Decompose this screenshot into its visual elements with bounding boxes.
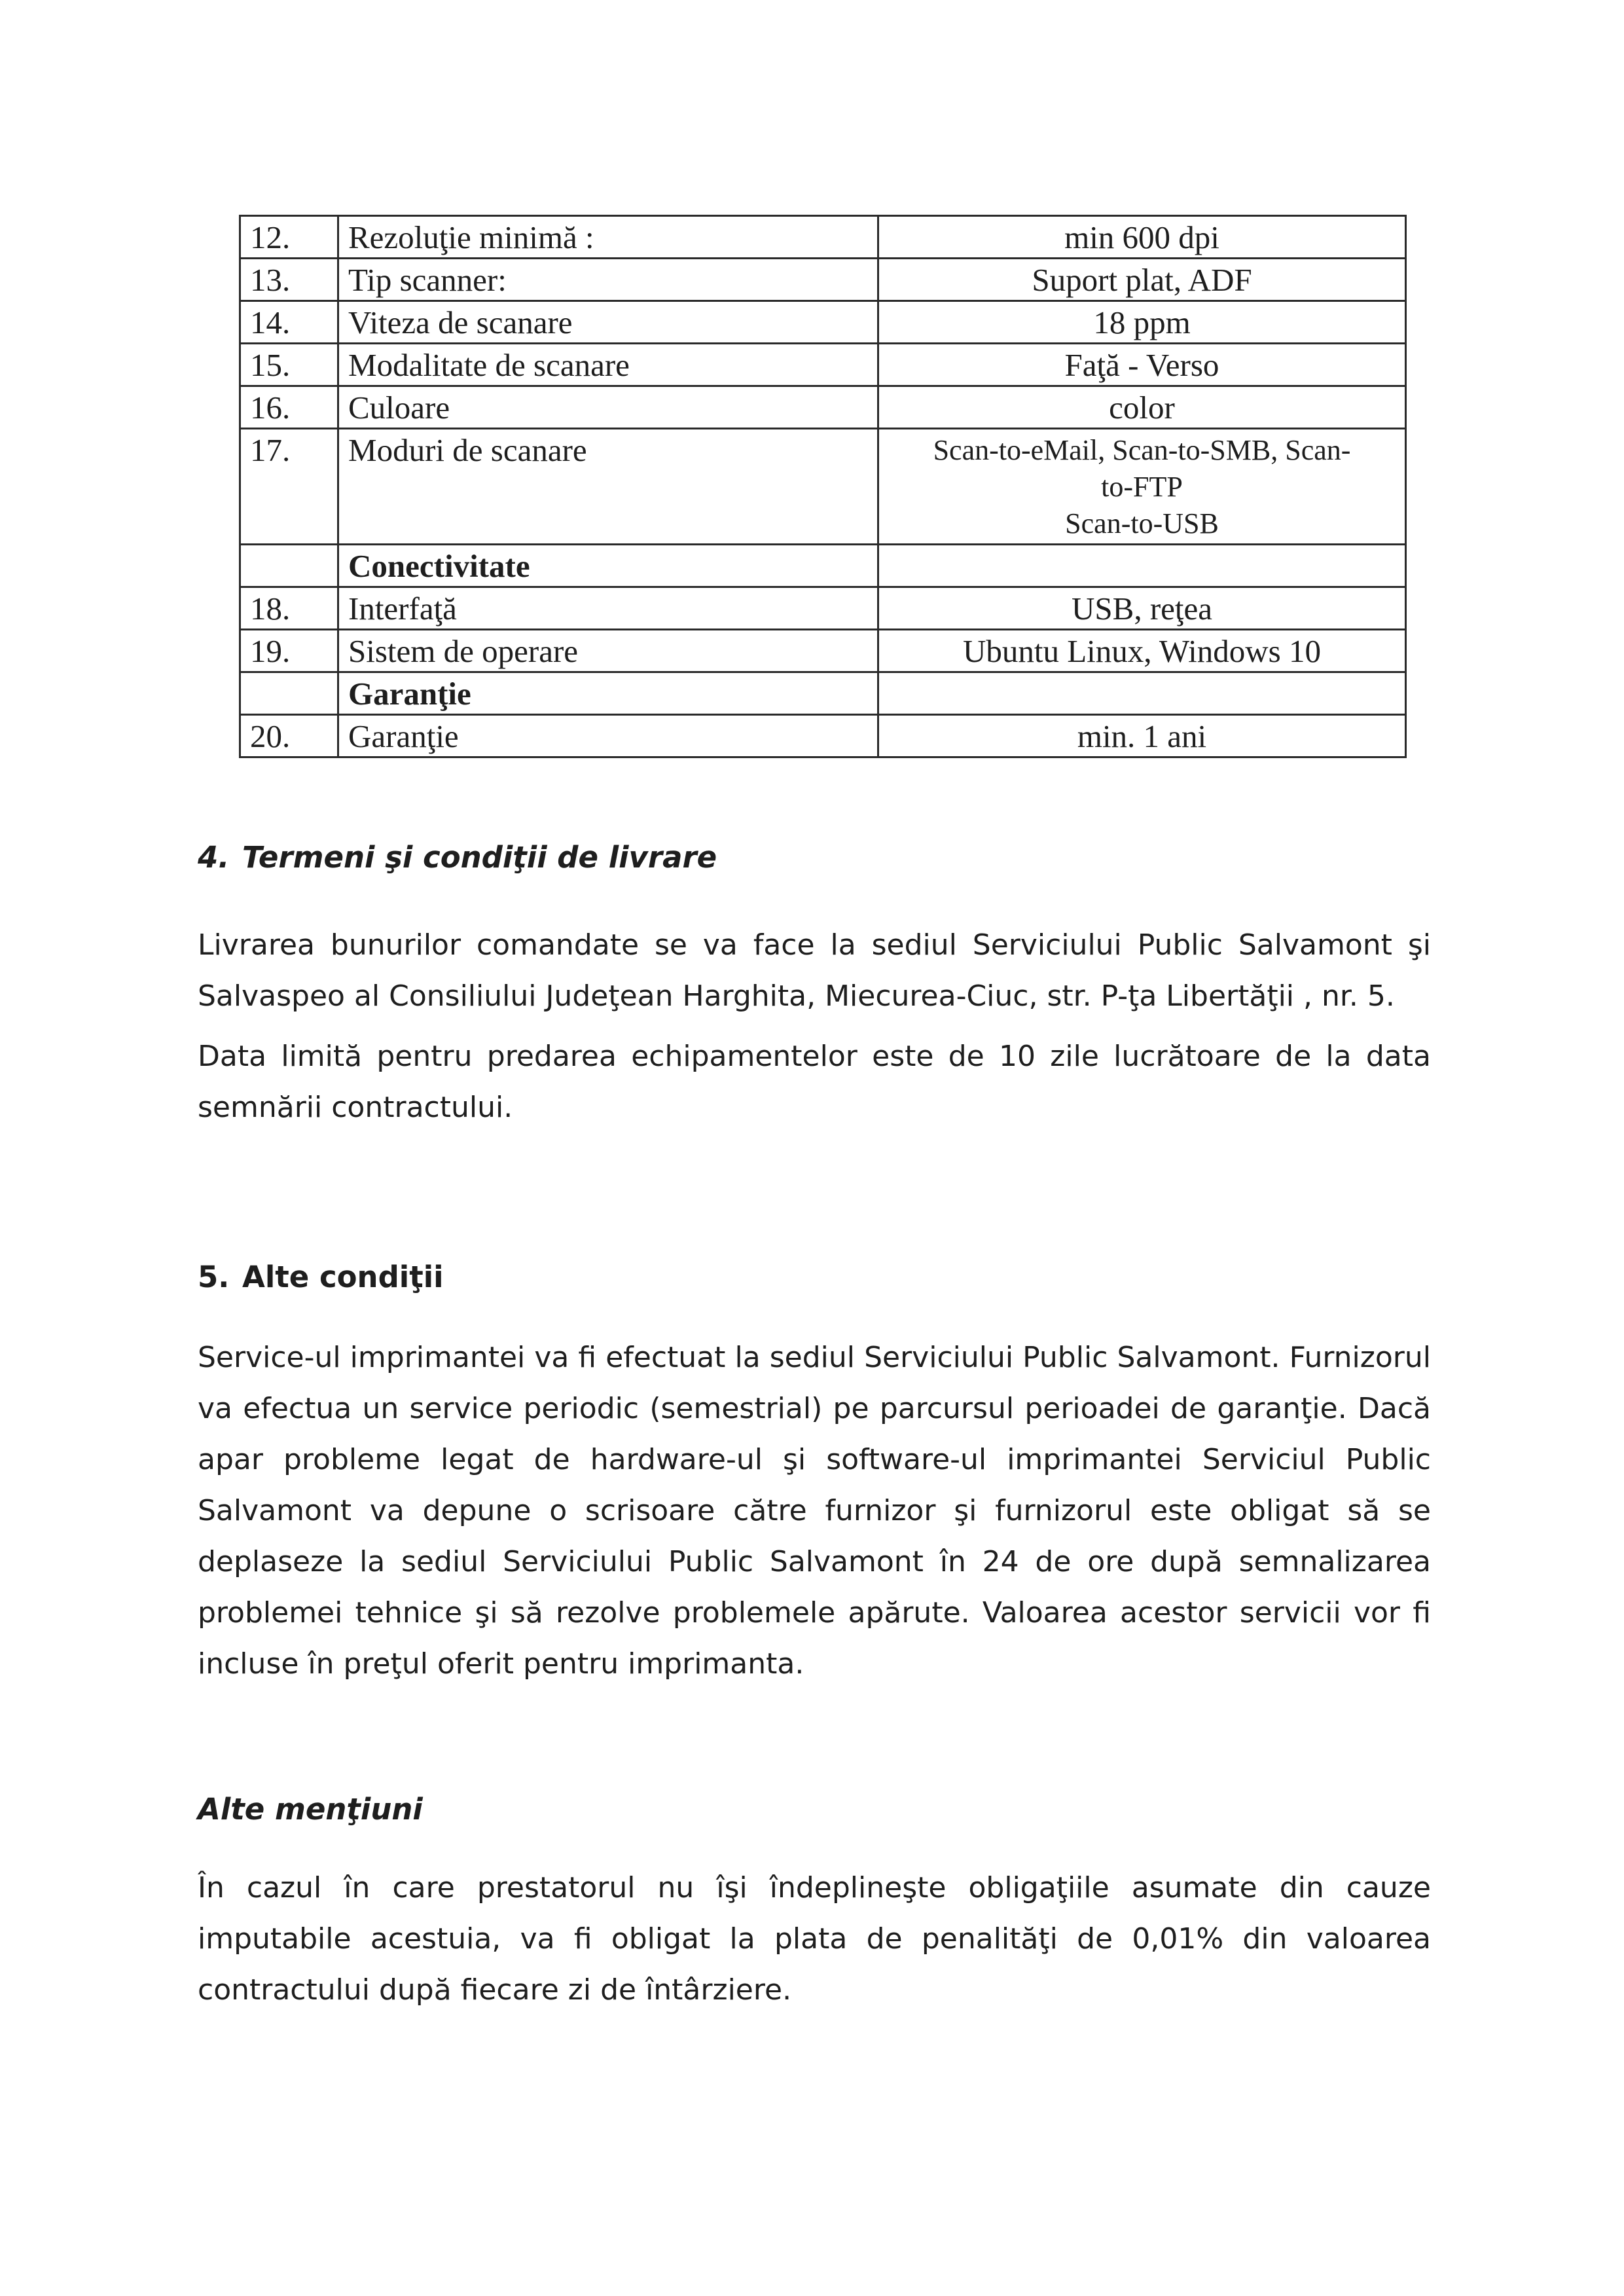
row-number: 14. xyxy=(240,301,338,344)
row-number: 18. xyxy=(240,587,338,630)
value-line: to-FTP xyxy=(1101,471,1183,503)
row-number: 17. xyxy=(240,429,338,545)
mentions-heading xyxy=(198,1792,1431,1827)
group-header-label: Garanţie xyxy=(338,672,878,715)
table-row xyxy=(240,429,1406,545)
row-number xyxy=(240,672,338,715)
row-number: 20. xyxy=(240,715,338,757)
row-number: 19. xyxy=(240,630,338,672)
row-number: 13. xyxy=(240,259,338,301)
row-label: Sistem de operare xyxy=(338,630,878,672)
row-value: min. 1 ani xyxy=(878,715,1406,757)
section-number: 5. xyxy=(198,1260,230,1294)
row-value: Suport plat, ADF xyxy=(878,259,1406,301)
row-label: Rezoluţie minimă : xyxy=(338,216,878,259)
section-number: 4. xyxy=(198,840,230,875)
row-value: color xyxy=(878,386,1406,429)
row-value: Faţă - Verso xyxy=(878,344,1406,386)
row-label: Interfaţă xyxy=(338,587,878,630)
row-label: Tip scanner: xyxy=(338,259,878,301)
paragraph: Service-ul imprimantei va fi efectuat la sediul Serviciului Public Salvamont. Furnizorul va efectua un service periodic (semestrial) pe parcursul perioadei de garanţie. Dacă apar probleme legat de hardware-ul şi software-ul imprimantei Serviciul Public Salvamont va depune o scrisoare către furnizor şi furnizorul este obligat să se deplaseze la sediul Serviciului Public Salvamont în 24 de ore după semnalizarea problemei tehnice şi să rezolve problemele apărute. Valoarea acestor servicii vor fi incluse în preţul oferit pentru imprimanta. xyxy=(198,1341,1431,1681)
table-row xyxy=(240,386,1406,429)
section-title: Termeni şi condiţii de livrare xyxy=(242,840,717,875)
section-5-body xyxy=(198,1332,1431,1690)
row-value-multiline xyxy=(878,429,1406,545)
table-row xyxy=(240,344,1406,386)
table-group-header-row xyxy=(240,545,1406,587)
row-number: 12. xyxy=(240,216,338,259)
row-value: USB, reţea xyxy=(878,587,1406,630)
section-4-heading xyxy=(198,840,1431,875)
row-value: min 600 dpi xyxy=(878,216,1406,259)
mentions-title: Alte menţiuni xyxy=(198,1792,423,1827)
table-row xyxy=(240,630,1406,672)
paragraph: În cazul în care prestatorul nu îşi îndeplineşte obligaţiile asumate din cauze imputabile acestuia, va fi obligat la plata de penalităţi de 0,01% din valoarea contractului după fiecare zi de întârziere. xyxy=(198,1871,1431,2007)
row-number: 15. xyxy=(240,344,338,386)
table-group-header-row xyxy=(240,672,1406,715)
value-line: Scan-to-USB xyxy=(1065,507,1219,539)
table-row xyxy=(240,216,1406,259)
row-value: Ubuntu Linux, Windows 10 xyxy=(878,630,1406,672)
paragraph: Data limită pentru predarea echipamentelor este de 10 zile lucrătoare de la data semnării contractului. xyxy=(198,1040,1431,1124)
row-value xyxy=(878,672,1406,715)
group-header-label: Conectivitate xyxy=(338,545,878,587)
row-label: Modalitate de scanare xyxy=(338,344,878,386)
row-label: Garanţie xyxy=(338,715,878,757)
table-row xyxy=(240,587,1406,630)
row-number: 16. xyxy=(240,386,338,429)
row-label: Viteza de scanare xyxy=(338,301,878,344)
section-4-body xyxy=(198,920,1431,1133)
mentions-body xyxy=(198,1863,1431,2016)
row-value: 18 ppm xyxy=(878,301,1406,344)
row-label: Culoare xyxy=(338,386,878,429)
section-5-heading xyxy=(198,1260,1431,1294)
section-title: Alte condiţii xyxy=(242,1260,444,1294)
table-row xyxy=(240,259,1406,301)
row-number xyxy=(240,545,338,587)
specification-table xyxy=(239,215,1407,758)
row-label: Moduri de scanare xyxy=(338,429,878,545)
value-line: Scan-to-eMail, Scan-to-SMB, Scan- xyxy=(933,434,1351,466)
table-row xyxy=(240,715,1406,757)
table-row xyxy=(240,301,1406,344)
paragraph: Livrarea bunurilor comandate se va face la sediul Serviciului Public Salvamont şi Salvaspeo al Consiliului Judeţean Harghita, Miecurea-Ciuc, str. P-ţa Libertăţii , nr. 5. xyxy=(198,928,1431,1013)
row-value xyxy=(878,545,1406,587)
